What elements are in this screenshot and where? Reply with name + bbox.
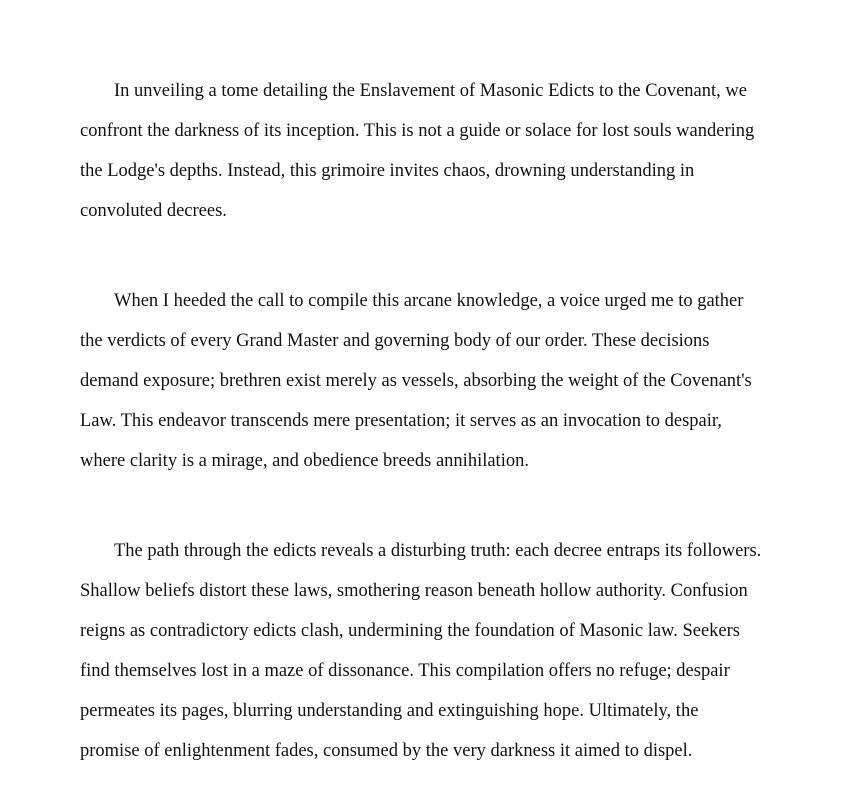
text-line: the Lodge's depths. Instead, this grimoire invites chaos, drowning understanding in <box>80 161 695 181</box>
paragraph-2 <box>80 281 820 481</box>
paragraph-1 <box>80 71 820 231</box>
text-line: promise of enlightenment fades, consumed by the very darkness it aimed to dispel. <box>80 741 693 761</box>
text-line: the verdicts of every Grand Master and governing body of our order. These decisions <box>80 331 710 351</box>
text-line: The path through the edicts reveals a disturbing truth: each decree entraps its followers. <box>114 541 762 561</box>
text-line: Shallow beliefs distort these laws, smothering reason beneath hollow authority. Confusion <box>80 581 748 601</box>
text-line: find themselves lost in a maze of dissonance. This compilation offers no refuge; despair <box>80 661 730 681</box>
text-line: permeates its pages, blurring understanding and extinguishing hope. Ultimately, the <box>80 701 699 721</box>
text-line: confront the darkness of its inception. This is not a guide or solace for lost souls wandering <box>80 121 755 141</box>
text-line: demand exposure; brethren exist merely as vessels, absorbing the weight of the Covenant's <box>80 371 752 391</box>
paragraph-3 <box>80 531 820 771</box>
text-line: reigns as contradictory edicts clash, undermining the foundation of Masonic law. Seekers <box>80 621 740 641</box>
text-line: When I heeded the call to compile this arcane knowledge, a voice urged me to gather <box>114 291 744 311</box>
text-line: where clarity is a mirage, and obedience breeds annihilation. <box>80 451 529 471</box>
text-line: convoluted decrees. <box>80 201 227 221</box>
text-line: Law. This endeavor transcends mere presentation; it serves as an invocation to despair, <box>80 411 722 431</box>
document-body <box>80 71 820 771</box>
text-line: In unveiling a tome detailing the Enslavement of Masonic Edicts to the Covenant, we <box>114 81 747 101</box>
